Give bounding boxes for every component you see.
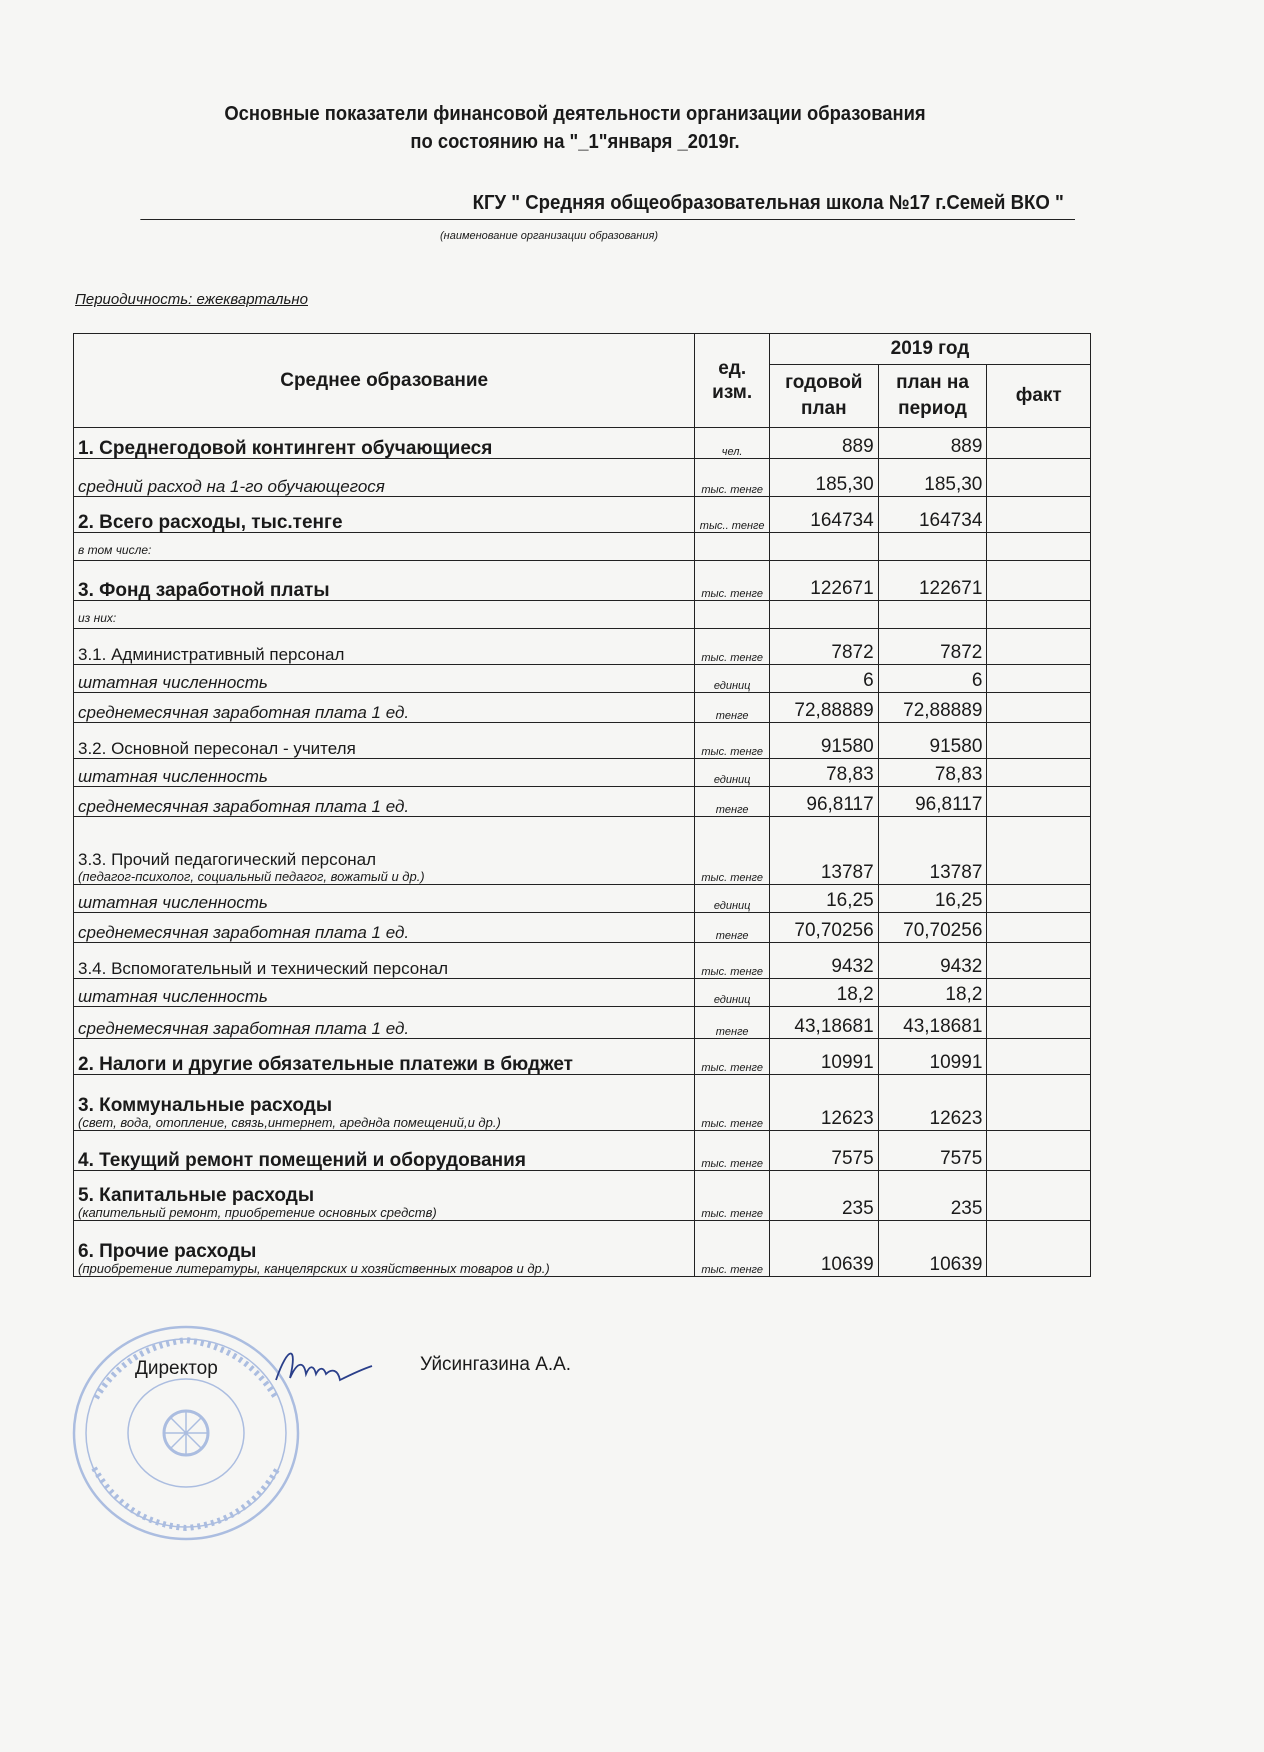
row-label — [74, 459, 695, 497]
row-period-plan: 91580 — [878, 723, 987, 759]
row-annual-plan: 13787 — [769, 817, 878, 885]
table-row — [74, 601, 1091, 629]
table-row — [74, 787, 1091, 817]
row-period-plan: 43,18681 — [878, 1007, 987, 1039]
row-label-text: из них: — [78, 611, 117, 625]
row-label-text: штатная численность — [78, 767, 268, 786]
row-fact — [987, 1007, 1091, 1039]
row-label-text: среднемесячная заработная плата 1 ед. — [78, 703, 410, 722]
row-label-text: штатная численность — [78, 673, 268, 692]
row-label-note: (капительный ремонт, приобретение основных средств) — [78, 1205, 437, 1220]
table-row — [74, 885, 1091, 913]
table-row — [74, 497, 1091, 533]
row-unit: тыс. тенге — [695, 459, 770, 497]
table-row — [74, 1131, 1091, 1171]
row-label — [74, 497, 695, 533]
row-unit: тыс. тенге — [695, 817, 770, 885]
row-label-note: (педагог-психолог, социальный педагог, вожатый и др.) — [78, 869, 425, 884]
row-label — [74, 1007, 695, 1039]
title-line-1: Основные показатели финансовой деятельности организации образования — [224, 103, 926, 125]
row-unit: тыс. тенге — [695, 1171, 770, 1221]
row-label-text: штатная численность — [78, 987, 268, 1006]
row-label — [74, 817, 695, 885]
row-unit — [695, 533, 770, 561]
table-body — [74, 428, 1091, 1277]
row-fact — [987, 1171, 1091, 1221]
row-period-plan: 6 — [878, 665, 987, 693]
header-period-plan: план на период — [878, 365, 987, 428]
header-unit: ед. изм. — [695, 334, 770, 428]
row-label-text: 2. Налоги и другие обязательные платежи в бюджет — [78, 1054, 573, 1075]
row-label — [74, 1171, 695, 1221]
row-period-plan: 9432 — [878, 943, 987, 979]
row-fact — [987, 428, 1091, 459]
row-unit: тыс.. тенге — [695, 497, 770, 533]
row-period-plan: 7575 — [878, 1131, 987, 1171]
row-period-plan: 13787 — [878, 817, 987, 885]
row-label — [74, 787, 695, 817]
row-label — [74, 885, 695, 913]
organization-caption: (наименование организации образования) — [440, 230, 658, 242]
row-label — [74, 533, 695, 561]
row-unit: тыс. тенге — [695, 943, 770, 979]
row-label — [74, 561, 695, 601]
row-fact — [987, 1075, 1091, 1131]
row-annual-plan: 185,30 — [769, 459, 878, 497]
row-label — [74, 1075, 695, 1131]
signer-name: Уйсингазина А.А. — [420, 1354, 572, 1375]
row-annual-plan: 889 — [769, 428, 878, 459]
row-annual-plan: 43,18681 — [769, 1007, 878, 1039]
organization-name: КГУ " Средняя общеобразовательная школа №17 г.Семей ВКО " — [140, 192, 1075, 220]
row-label-note: (приобретение литературы, канцелярских и хозяйственных товаров и др.) — [78, 1261, 550, 1276]
table-row — [74, 943, 1091, 979]
row-annual-plan: 235 — [769, 1171, 878, 1221]
row-fact — [987, 1131, 1091, 1171]
row-label-text: 6. Прочие расходы — [78, 1241, 257, 1262]
table-row — [74, 979, 1091, 1007]
table-row — [74, 629, 1091, 665]
row-annual-plan: 10639 — [769, 1221, 878, 1277]
row-unit: единиц — [695, 885, 770, 913]
row-label — [74, 1221, 695, 1277]
row-period-plan: 889 — [878, 428, 987, 459]
row-unit: единиц — [695, 665, 770, 693]
signer-position: Директор — [135, 1358, 218, 1379]
row-unit: тенге — [695, 1007, 770, 1039]
row-fact — [987, 561, 1091, 601]
row-label — [74, 759, 695, 787]
table-row — [74, 759, 1091, 787]
row-annual-plan: 10991 — [769, 1039, 878, 1075]
row-unit — [695, 601, 770, 629]
row-unit: тыс. тенге — [695, 629, 770, 665]
header-section: Среднее образование — [74, 334, 695, 428]
row-fact — [987, 943, 1091, 979]
row-annual-plan: 12623 — [769, 1075, 878, 1131]
title-line-2: по состоянию на "_1"января _2019г. — [410, 131, 740, 153]
row-label — [74, 428, 695, 459]
row-period-plan: 18,2 — [878, 979, 987, 1007]
row-fact — [987, 533, 1091, 561]
row-fact — [987, 979, 1091, 1007]
table-row — [74, 1007, 1091, 1039]
row-unit: тыс. тенге — [695, 1131, 770, 1171]
row-label-text: средний расход на 1-го обучающегося — [78, 477, 385, 496]
row-label — [74, 665, 695, 693]
row-label-text: среднемесячная заработная плата 1 ед. — [78, 797, 410, 816]
row-label — [74, 979, 695, 1007]
row-label — [74, 1131, 695, 1171]
table-row — [74, 533, 1091, 561]
row-fact — [987, 913, 1091, 943]
row-unit: тенге — [695, 787, 770, 817]
row-label — [74, 943, 695, 979]
row-period-plan: 185,30 — [878, 459, 987, 497]
row-label-text: штатная численность — [78, 893, 268, 912]
row-annual-plan: 164734 — [769, 497, 878, 533]
document-title — [46, 100, 1104, 156]
row-fact — [987, 629, 1091, 665]
row-annual-plan: 91580 — [769, 723, 878, 759]
row-period-plan: 10639 — [878, 1221, 987, 1277]
row-label — [74, 723, 695, 759]
financial-indicators-table — [73, 333, 1091, 1277]
row-period-plan: 7872 — [878, 629, 987, 665]
row-fact — [987, 787, 1091, 817]
row-period-plan: 164734 — [878, 497, 987, 533]
row-unit: тыс. тенге — [695, 1039, 770, 1075]
row-unit: тенге — [695, 913, 770, 943]
row-period-plan: 12623 — [878, 1075, 987, 1131]
row-label-text: в том числе: — [78, 543, 152, 557]
table-row — [74, 1075, 1091, 1131]
row-period-plan: 70,70256 — [878, 913, 987, 943]
row-period-plan: 122671 — [878, 561, 987, 601]
row-label-text: 3.3. Прочий педагогический персонал — [78, 850, 377, 869]
row-fact — [987, 693, 1091, 723]
row-unit: единиц — [695, 979, 770, 1007]
row-label-text: 1. Среднегодовой контингент обучающиеся — [78, 438, 493, 459]
row-unit: единиц — [695, 759, 770, 787]
table-row — [74, 1039, 1091, 1075]
periodicity: Периодичность: ежеквартально — [75, 291, 308, 308]
header-year: 2019 год — [769, 334, 1090, 365]
row-label — [74, 601, 695, 629]
row-fact — [987, 723, 1091, 759]
row-period-plan: 78,83 — [878, 759, 987, 787]
row-period-plan: 16,25 — [878, 885, 987, 913]
row-unit: тенге — [695, 693, 770, 723]
row-label-text: 3.2. Основной пересонал - учителя — [78, 739, 356, 758]
table-row — [74, 1171, 1091, 1221]
row-label-text: 3. Коммунальные расходы — [78, 1095, 333, 1116]
row-fact — [987, 885, 1091, 913]
row-label — [74, 693, 695, 723]
row-unit: тыс. тенге — [695, 1075, 770, 1131]
header-annual-plan: годовой план — [769, 365, 878, 428]
row-annual-plan: 72,88889 — [769, 693, 878, 723]
row-fact — [987, 1221, 1091, 1277]
signature-icon — [268, 1340, 378, 1400]
row-unit: чел. — [695, 428, 770, 459]
header-fact: факт — [987, 365, 1091, 428]
row-period-plan: 235 — [878, 1171, 987, 1221]
row-label-note: (свет, вода, отопление, связь,интернет, ареднда помещений,и др.) — [78, 1115, 501, 1130]
row-label-text: 4. Текущий ремонт помещений и оборудования — [78, 1150, 526, 1171]
row-annual-plan — [769, 533, 878, 561]
row-period-plan — [878, 601, 987, 629]
row-label — [74, 913, 695, 943]
table-row — [74, 723, 1091, 759]
row-annual-plan: 7872 — [769, 629, 878, 665]
row-fact — [987, 459, 1091, 497]
table-row — [74, 693, 1091, 723]
row-fact — [987, 601, 1091, 629]
row-annual-plan: 16,25 — [769, 885, 878, 913]
row-annual-plan: 18,2 — [769, 979, 878, 1007]
row-fact — [987, 665, 1091, 693]
table-row — [74, 561, 1091, 601]
table-row — [74, 817, 1091, 885]
row-label-text: 3.1. Административный персонал — [78, 645, 345, 664]
row-fact — [987, 759, 1091, 787]
row-unit: тыс. тенге — [695, 723, 770, 759]
table-row — [74, 1221, 1091, 1277]
row-label-text: среднемесячная заработная плата 1 ед. — [78, 1019, 410, 1038]
row-annual-plan: 9432 — [769, 943, 878, 979]
row-period-plan: 10991 — [878, 1039, 987, 1075]
row-fact — [987, 1039, 1091, 1075]
row-period-plan — [878, 533, 987, 561]
row-label-text: 3. Фонд заработной платы — [78, 580, 330, 601]
row-period-plan: 72,88889 — [878, 693, 987, 723]
row-label-text: среднемесячная заработная плата 1 ед. — [78, 923, 410, 942]
row-period-plan: 96,8117 — [878, 787, 987, 817]
row-label — [74, 1039, 695, 1075]
table-row — [74, 459, 1091, 497]
row-label-text: 3.4. Вспомогательный и технический персонал — [78, 959, 448, 978]
row-annual-plan: 78,83 — [769, 759, 878, 787]
row-fact — [987, 497, 1091, 533]
row-annual-plan — [769, 601, 878, 629]
row-unit: тыс. тенге — [695, 561, 770, 601]
row-annual-plan: 6 — [769, 665, 878, 693]
table-row — [74, 913, 1091, 943]
table-row — [74, 665, 1091, 693]
table-row — [74, 428, 1091, 459]
row-unit: тыс. тенге — [695, 1221, 770, 1277]
row-annual-plan: 96,8117 — [769, 787, 878, 817]
row-fact — [987, 817, 1091, 885]
row-label-text: 2. Всего расходы, тыс.тенге — [78, 512, 343, 533]
row-label-text: 5. Капитальные расходы — [78, 1185, 315, 1206]
row-annual-plan: 7575 — [769, 1131, 878, 1171]
row-annual-plan: 122671 — [769, 561, 878, 601]
row-annual-plan: 70,70256 — [769, 913, 878, 943]
row-label — [74, 629, 695, 665]
